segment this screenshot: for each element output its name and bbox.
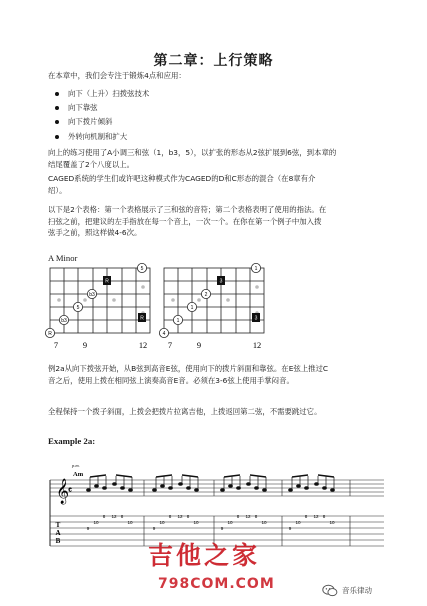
tab-number: 10 — [295, 520, 301, 525]
fret-number: 7 — [53, 341, 59, 350]
tab-number: 12 — [245, 514, 251, 519]
svg-text:R: R — [140, 315, 144, 322]
treble-clef-icon: 𝄞 — [56, 479, 70, 504]
svg-text:3: 3 — [219, 278, 223, 285]
tab-number: 10 — [261, 520, 267, 525]
paragraph-line: 音之后，使用上拨在相同弦上演奏高音E音。必须在3-6弦上使用手掌闷音。 — [48, 375, 294, 385]
root-marker — [103, 276, 111, 285]
svg-text:R: R — [48, 330, 52, 337]
note-groups — [87, 475, 335, 491]
paragraph-3 — [48, 204, 388, 239]
tab-number: 8 — [186, 514, 190, 519]
svg-text:1: 1 — [254, 265, 258, 272]
tab-number: 12 — [177, 514, 183, 519]
chord-name: Am — [73, 471, 84, 478]
paragraph-line: 绍）。 — [48, 185, 67, 195]
diagram-title: A Minor — [48, 253, 78, 263]
svg-text:R: R — [105, 278, 109, 285]
finger-marker — [159, 328, 168, 337]
finger-marker — [251, 263, 260, 272]
fret-number: 7 — [167, 341, 173, 350]
tab-label: B — [55, 537, 61, 545]
svg-text:1: 1 — [176, 317, 180, 324]
paragraph-line: 结尾覆盖了2个八度以上。 — [48, 159, 135, 169]
time-signature: 𝄴 — [68, 485, 73, 495]
wechat-account-badge — [322, 584, 372, 597]
fretboard-diagram-notes — [44, 262, 156, 352]
tab-number: 10 — [93, 520, 99, 525]
paragraph-5: 全程保持一个拨子斜面，上拨会把拨片拉离吉他，上拨返回第二弦，不需要跳过它。 — [48, 407, 322, 416]
bullet-item: 向下（上升）扫拨弦技术 — [52, 87, 149, 101]
tab-number: 8 — [254, 514, 258, 519]
tab-number: 10 — [329, 520, 335, 525]
fret-number: 9 — [82, 341, 88, 350]
paragraph-line: 弦手之前，照这样做4-6次。 — [48, 228, 142, 237]
tab-number: 8 — [168, 514, 172, 519]
finger-marker — [173, 315, 182, 324]
tab-number: 8 — [120, 514, 124, 519]
bullet-item: 向下拨片倾斜 — [52, 115, 149, 129]
finger-marker — [187, 302, 196, 311]
fret-number: 12 — [138, 341, 148, 350]
finger-marker — [201, 289, 210, 298]
note-marker — [45, 328, 54, 337]
svg-text:5: 5 — [140, 265, 144, 272]
tab-number: 9 — [288, 526, 292, 531]
note-marker — [73, 302, 82, 311]
paragraph-line: 以下是2个表格：第一个表格展示了三和弦的音符；第二个表格表明了使用的指法。在 — [48, 205, 327, 214]
bullet-item: 向下靠弦 — [52, 101, 149, 115]
wechat-account-name: 音乐律动 — [342, 586, 372, 595]
tab-label: T — [55, 521, 61, 529]
tab-number: 8 — [102, 514, 106, 519]
finger-marker-root — [217, 276, 225, 285]
fretboard-diagram-fingering — [158, 262, 270, 352]
tab-number: 9 — [220, 526, 224, 531]
paragraph-line: 例2a从向下拨弦开始，从B弦到高音E弦，使用向下的拨片斜面和靠弦。在E弦上推过C — [48, 364, 329, 373]
tab-label: A — [55, 529, 61, 537]
paragraph-line: CAGED系统的学生们或许吧这种模式作为CAGED的D和C形态的混合（在8章有介 — [48, 174, 316, 183]
paragraph-line: 扫弦之前，把建议的左手指放在每一个音上，一次一个。在你在第一个例子中加入拨 — [48, 216, 322, 226]
svg-text:3: 3 — [254, 315, 258, 322]
bullet-item: 外转向机制和扩大 — [52, 130, 149, 144]
tab-number: 9 — [86, 526, 90, 531]
tab-number: 9 — [152, 526, 156, 531]
watermark-url: 798COM.COM — [158, 576, 275, 592]
wechat-icon — [322, 584, 338, 597]
tab-number: 10 — [127, 520, 133, 525]
paragraph-line: 向上的练习使用了A小调三和弦（1，b3，5），以扩张的形态从2弦扩展到6弦，到本章的 — [48, 148, 337, 157]
tab-number: 12 — [313, 514, 319, 519]
svg-text:b3: b3 — [61, 317, 67, 324]
fret-number: 9 — [196, 341, 202, 350]
intro-text: 在本章中，我们会专注于锻炼4点和应用： — [48, 71, 186, 80]
svg-text:5: 5 — [76, 304, 80, 311]
paragraph-1 — [48, 147, 388, 170]
fret-number: 12 — [252, 341, 262, 350]
paragraph-4 — [48, 363, 393, 386]
tab-number: 8 — [236, 514, 240, 519]
tab-number: 10 — [193, 520, 199, 525]
palm-mute-mark: p.m. — [72, 463, 80, 468]
note-marker — [137, 263, 146, 272]
paragraph-2 — [48, 173, 388, 196]
tab-number: 10 — [227, 520, 233, 525]
svg-text:4: 4 — [162, 330, 166, 337]
root-marker — [138, 313, 146, 322]
watermark-logo-text: 吉他之家 — [148, 541, 261, 570]
svg-text:1: 1 — [190, 304, 194, 311]
tab-number: 8 — [304, 514, 308, 519]
tab-number: 8 — [322, 514, 326, 519]
finger-marker-root — [252, 313, 260, 322]
bullet-list — [52, 87, 149, 144]
svg-text:b3: b3 — [89, 291, 95, 298]
tab-number: 10 — [159, 520, 165, 525]
chapter-title: 第二章：上行策略 — [153, 53, 274, 69]
example-title: Example 2a: — [48, 436, 96, 446]
tab-number: 12 — [111, 514, 117, 519]
svg-text:2: 2 — [204, 291, 208, 298]
note-marker — [59, 315, 68, 324]
note-marker — [87, 289, 96, 298]
